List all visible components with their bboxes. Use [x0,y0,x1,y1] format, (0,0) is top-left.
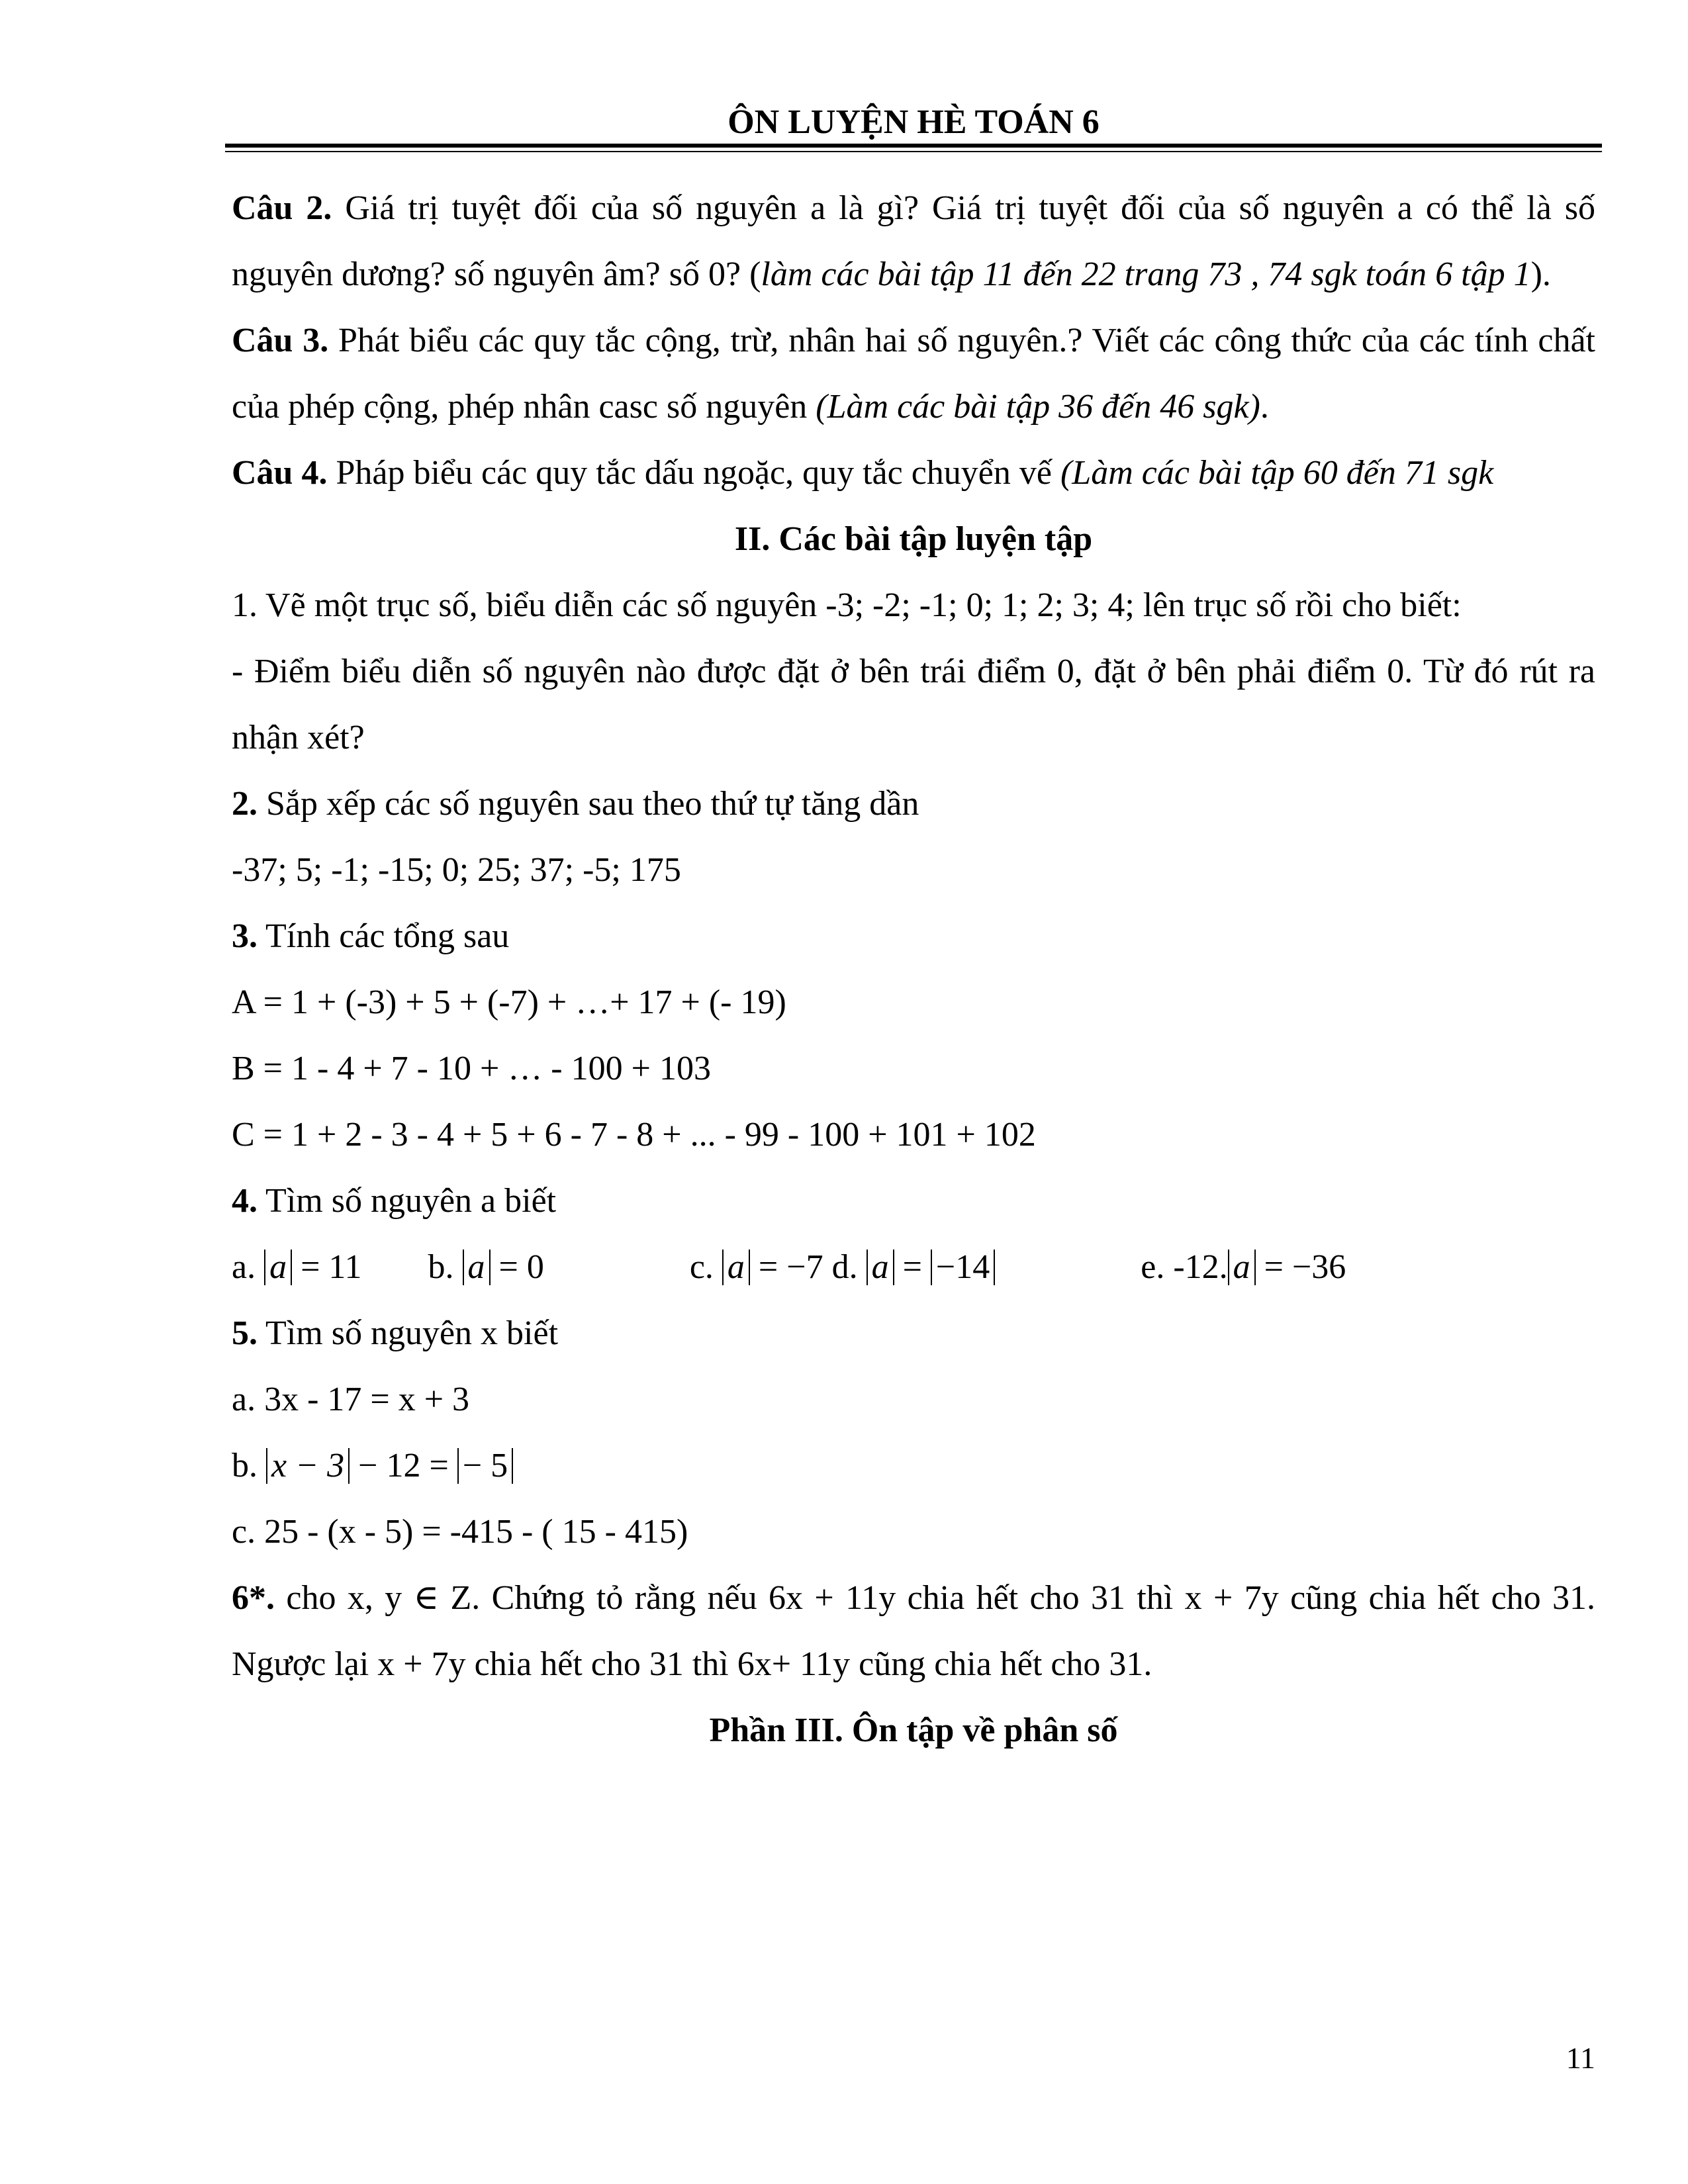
exercise-1-sub: - Điểm biểu diễn số nguyên nào được đặt ở bên trái điểm 0, đặt ở bên phải điểm 0. Từ đó rút ra nhận xét? [232,653,1595,756]
header-rule-thin [225,151,1602,152]
exercise-4b-label: b. [428,1248,454,1286]
exercise-5b-inner: x − 3 [271,1447,345,1484]
question-2-ref: làm các bài tập 11 đến 22 trang 73 , 74 sgk toán 6 tập 1 [761,255,1531,293]
question-4-label: Câu 4. [232,454,328,492]
exercise-4a-label: a. [232,1248,256,1286]
exercise-4-number: 4. [232,1182,258,1220]
exercise-3-number: 3. [232,917,258,955]
exercise-5b-label: b. [232,1447,258,1484]
exercise-4a-formula [264,1248,361,1286]
exercise-4d-var: a [871,1248,889,1286]
question-2-end: ). [1530,255,1551,293]
exercise-6 [232,1565,1595,1698]
exercise-2 [232,771,1595,837]
exercise-6-number: 6*. [232,1579,275,1617]
exercise-5-b [232,1433,1595,1499]
exercise-3-b: B = 1 - 4 + 7 - 10 + … - 100 + 103 [232,1050,711,1087]
exercise-2-number: 2. [232,785,258,823]
exercise-4c-label: c. [689,1248,714,1286]
exercise-3-a: A = 1 + (-3) + 5 + (-7) + …+ 17 + (- 19) [232,983,786,1021]
exercise-4d-mid: = [902,1248,931,1286]
exercise-5-text: Tìm số nguyên x biết [258,1314,559,1352]
exercise-4a-var: a [269,1248,287,1286]
exercise-4a-rhs: = 11 [301,1248,362,1286]
exercise-4 [232,1168,1595,1234]
question-2-text: Giá trị tuyệt đối của số nguyên a là gì? Giá trị tuyệt đối của số nguyên a có thể là số nguyên dương? số nguyên âm? số 0? ( [232,189,1595,293]
exercise-3-c: C = 1 + 2 - 3 - 4 + 5 + 6 - 7 - 8 + ... - 99 - 100 + 101 + 102 [232,1116,1036,1154]
question-2-label: Câu 2. [232,189,332,227]
section-2-heading: II. Các bài tập luyện tập [734,520,1093,558]
exercise-5-number: 5. [232,1314,258,1352]
exercise-4e-formula [1228,1248,1346,1286]
exercise-4e-rhs: = −36 [1264,1248,1346,1286]
page-header-title: ÔN LUYỆN HÈ TOÁN 6 [727,103,1100,141]
question-3-ref: (Làm các bài tập 36 đến 46 sgk) [816,388,1260,426]
exercise-4c-rhs: = −7 [758,1248,823,1286]
exercise-4e-label: e. -12. [1141,1248,1228,1286]
exercise-4e-var: a [1233,1248,1250,1286]
exercise-5b-mid: − 12 = [358,1447,457,1484]
exercise-5b-inner2: − 5 [462,1447,508,1484]
exercise-4c-var: a [727,1248,745,1286]
exercise-5-c: c. 25 - (x - 5) = -415 - ( 15 - 415) [232,1513,688,1551]
exercise-5-a: a. 3x - 17 = x + 3 [232,1381,470,1418]
exercise-4d-formula [867,1248,996,1286]
exercise-4c-formula [722,1248,823,1286]
exercise-1: 1. Vẽ một trục số, biểu diễn các số nguyên -3; -2; -1; 0; 1; 2; 3; 4; lên trục số rồi cho biết: [232,586,1462,624]
exercise-3-text: Tính các tổng sau [258,917,510,955]
question-3-label: Câu 3. [232,322,329,359]
exercise-5b-formula [266,1447,513,1484]
question-3-text: Phát biểu các quy tắc cộng, trừ, nhân hai số nguyên.? Viết các công thức của các tính chất của phép cộng, phép nhân casc số nguyên [232,322,1595,426]
header-rule-thick [225,144,1602,148]
exercise-6-text: cho x, y ∈ Z. Chứng tỏ rằng nếu 6x + 11y chia hết cho 31 thì x + 7y cũng chia hết cho 31. Ngược lại x + 7y chia hết cho 31 thì 6x+ 11y cũng chia hết cho 31. [232,1579,1595,1683]
exercise-2-text: Sắp xếp các số nguyên sau theo thứ tự tăng dần [258,785,919,823]
exercise-4-text: Tìm số nguyên a biết [258,1182,557,1220]
exercise-4-parts [232,1234,1595,1300]
question-2 [232,175,1595,308]
exercise-4b-formula [463,1248,544,1286]
document-body [232,175,1595,1764]
section-3-heading: Phần III. Ôn tập về phân số [709,1711,1118,1749]
exercise-4d-label: d. [831,1248,858,1286]
question-4-ref: (Làm các bài tập 60 đến 71 sgk [1060,454,1494,492]
question-3-end: . [1260,388,1269,426]
exercise-5 [232,1300,1595,1367]
page-number: 11 [1566,2041,1595,2075]
exercise-4b-var: a [467,1248,485,1286]
question-4 [232,440,1595,506]
exercise-4b-rhs: = 0 [498,1248,544,1286]
question-4-text: Pháp biểu các quy tắc dấu ngoặc, quy tắc chuyển vế [327,454,1060,492]
exercise-4d-inner: −14 [935,1248,990,1286]
exercise-3 [232,903,1595,970]
exercise-2-values: -37; 5; -1; -15; 0; 25; 37; -5; 175 [232,851,681,889]
question-3 [232,308,1595,440]
